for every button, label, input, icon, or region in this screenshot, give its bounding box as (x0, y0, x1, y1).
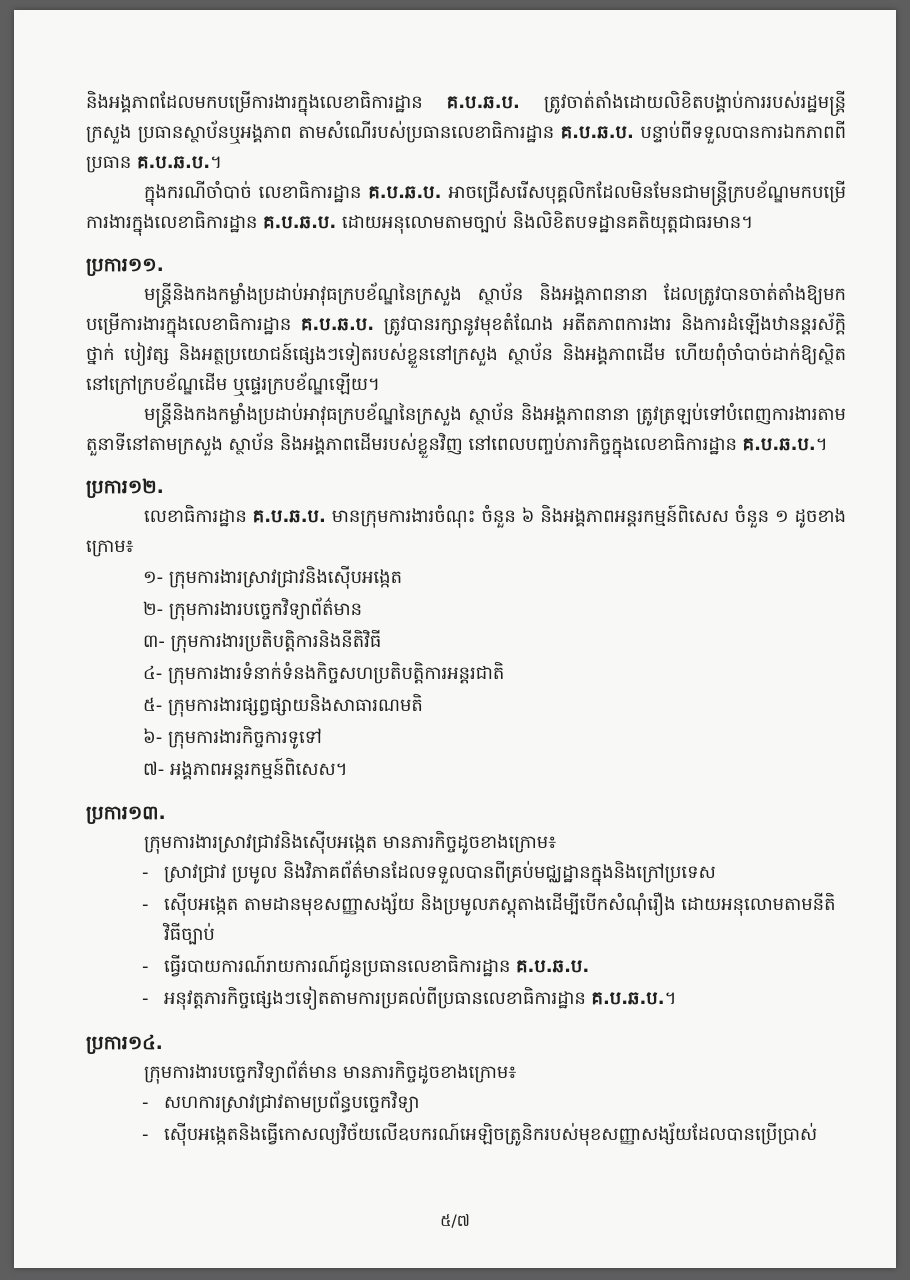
text: ធ្វើរបាយការណ៍រាយការណ៍ជូនប្រធានលេខាធិការដ្ឋាន (164, 956, 517, 977)
article-12-list (86, 562, 846, 786)
abbreviation: គ.ប.ឆ.ប. (252, 506, 326, 527)
article-11-heading (86, 250, 846, 280)
document-body (86, 88, 846, 1152)
article-14-heading (86, 1028, 846, 1058)
text: ស៊ើបអង្កេតនិងធ្វើកោសល្យវិច័យលើឧបករណ៍អេឡិចត្រូនិករបស់មុខសញ្ញាសង្ស័យដែលបានប្រើប្រាស់ (164, 1124, 818, 1145)
text: ស្រាវជ្រាវ ប្រមូល និងវិភាគព័ត៌មានដែលទទួលបានពីគ្រប់មជ្ឈដ្ឋានក្នុងនិងក្រៅប្រទេស (164, 862, 716, 883)
text: និងអង្គភាពដែលមកបម្រើការងារក្នុងលេខាធិការដ្ឋាន (86, 92, 447, 113)
text: អនុវត្តភារកិច្ចផ្សេងៗទៀតតាមការប្រគល់ពីប្រធានលេខាធិការដ្ឋាន (164, 988, 592, 1009)
article-13-heading (86, 798, 846, 828)
list-item (142, 984, 846, 1016)
list-item: ៣- ក្រុមការងារប្រតិបត្តិការនិងនីតិវិធី (143, 631, 382, 652)
article-12-intro (86, 502, 846, 562)
text: ។ (815, 434, 828, 455)
text: ត្រូវចាត់តាំងដោយលិខិតបង្គាប់ការរបស់រដ្ឋមន្ត្រីក្រសួង ប្រធានស្ថាប័នឬអង្គភាព តាមសំណើរបស់ប្រធានលេខាធិការដ្ឋាន (86, 92, 846, 143)
list-item: ៤- ក្រុមការងារទំនាក់ទំនងកិច្ចសហប្រតិបត្តិការអន្តរជាតិ (143, 663, 505, 684)
abbreviation: គ.ប.ឆ.ប. (446, 92, 520, 113)
article-14-list (86, 1088, 846, 1152)
text: មន្ត្រីនិងកងកម្លាំងប្រដាប់អាវុធក្របខ័ណ្ឌនៃក្រសួង ស្ថាប័ន និងអង្គភាពនានា ដែលត្រូវបានចាត់តាំងឱ្យមកបម្រើការងារក្នុងលេខាធិការដ្ឋាន (86, 284, 846, 335)
article-11-paragraph-2 (86, 400, 846, 460)
text: អាចជ្រើសរើសបុគ្គលិកដែលមិនមែនជាមន្ត្រីក្របខ័ណ្ឌមកបម្រើការងារក្នុងលេខាធិការដ្ឋាន (86, 182, 846, 233)
article-12-heading (86, 472, 846, 502)
text: ។ (210, 152, 223, 173)
text: មានក្រុមការងារចំណុះ ចំនួន ៦ និងអង្គភាពអន្តរកម្មន៍ពិសេស ចំនួន ១ ដូចខាងក្រោម៖ (86, 506, 846, 557)
text: បន្ទាប់ពីទទួលបានការឯកភាពពីប្រធាន (86, 122, 847, 173)
dash-bullet: - (142, 1092, 149, 1113)
article-14-intro: ក្រុមការងារបច្ចេកវិទ្យាព័ត៌មាន មានភារកិច្ចដូចខាងក្រោម៖ (144, 1062, 517, 1083)
page-number: ៥/៧ (440, 1211, 470, 1230)
heading-text: ប្រការ១២. (86, 476, 164, 498)
heading-text: ប្រការ១៤. (86, 1032, 163, 1054)
list-item (142, 858, 846, 890)
abbreviation: គ.ប.ឆ.ប. (301, 314, 375, 335)
paragraph-continued (86, 88, 846, 178)
dash-bullet: - (142, 988, 149, 1009)
list-item: ៥- ក្រុមការងារផ្សព្វផ្សាយនិងសាធារណមតិ (143, 695, 423, 716)
heading-text: ប្រការ១៣. (86, 802, 166, 824)
dash-bullet: - (142, 862, 149, 883)
article-13-list (86, 858, 846, 1016)
article-11-paragraph-1 (86, 280, 846, 400)
abbreviation: គ.ប.ឆ.ប. (742, 434, 816, 455)
text: ដោយអនុលោមតាមច្បាប់ និងលិខិតបទដ្ឋានគតិយុត្តជាធរមាន។ (336, 212, 754, 233)
list-item: ៧- អង្គភាពអន្តរកម្មន៍ពិសេស។ (143, 759, 348, 780)
list-item: ២- ក្រុមការងារបច្ចេកវិទ្យាព័ត៌មាន (143, 599, 363, 620)
paragraph-necessity (86, 178, 846, 238)
list-item (142, 890, 846, 952)
text: មន្ត្រីនិងកងកម្លាំងប្រដាប់អាវុធក្របខ័ណ្ឌនៃក្រសួង ស្ថាប័ន និងអង្គភាពនានា ត្រូវត្រឡប់ទៅបំពេញការងារតាមតួនាទីនៅតាមក្រសួង ស្ថាប័ន និងអង្គភាពដើមរបស់ខ្លួនវិញ នៅពេលបញ្ចប់ភារកិច្ចក្នុងលេខាធិការដ្ឋាន (86, 404, 846, 455)
text: ត្រូវបានរក្សានូវមុខតំណែង អតីតភាពការងារ និងការដំឡើងឋានន្តរស័ក្តិ ថ្នាក់ បៀវត្ស និងអត្ថប្រយោជន៍ផ្សេងៗទៀតរបស់ខ្លួននៅក្រសួង ស្ថាប័ន និងអង្គភាពដើម ហើយពុំចាំបាច់ដាក់ឱ្យស្ថិតនៅក្រៅក្របខ័ណ្ឌដើម ឬផ្ទេរក្របខ័ណ្ឌឡើយ។ (86, 314, 846, 395)
list-item (142, 952, 846, 984)
abbreviation: គ.ប.ឆ.ប. (263, 212, 337, 233)
list-item: ១- ក្រុមការងារស្រាវជ្រាវនិងស៊ើបអង្កេត (143, 567, 403, 588)
text: លេខាធិការដ្ឋាន (144, 506, 253, 527)
abbreviation: គ.ប.ឆ.ប. (560, 122, 634, 143)
list-item (142, 1120, 846, 1152)
abbreviation: គ.ប.ឆ.ប. (516, 956, 590, 977)
heading-text: ប្រការ១១. (86, 254, 164, 276)
list-item: ៦- ក្រុមការងារកិច្ចការទូទៅ (143, 727, 322, 748)
text: ក្នុងករណីចាំបាច់ លេខាធិការដ្ឋាន (144, 182, 369, 203)
abbreviation: គ.ប.ឆ.ប. (137, 152, 211, 173)
document-page (14, 10, 896, 1268)
dash-bullet: - (142, 894, 149, 915)
list-item (142, 1088, 846, 1120)
text: ស៊ើបអង្កេត តាមដានមុខសញ្ញាសង្ស័យ និងប្រមូលភស្តុតាងដើម្បីបើកសំណុំរឿង ដោយអនុលោមតាមនីតិវិធីច្បាប់ (164, 894, 836, 945)
dash-bullet: - (142, 1124, 149, 1145)
abbreviation: គ.ប.ឆ.ប. (591, 988, 665, 1009)
text: ។ (664, 988, 677, 1009)
article-13-intro: ក្រុមការងារស្រាវជ្រាវនិងស៊ើបអង្កេត មានភារកិច្ចដូចខាងក្រោម៖ (144, 832, 557, 853)
text: សហការស្រាវជ្រាវតាមប្រព័ន្ធបច្ចេកវិទ្យា (164, 1092, 420, 1113)
dash-bullet: - (142, 956, 149, 977)
abbreviation: គ.ប.ឆ.ប. (368, 182, 442, 203)
